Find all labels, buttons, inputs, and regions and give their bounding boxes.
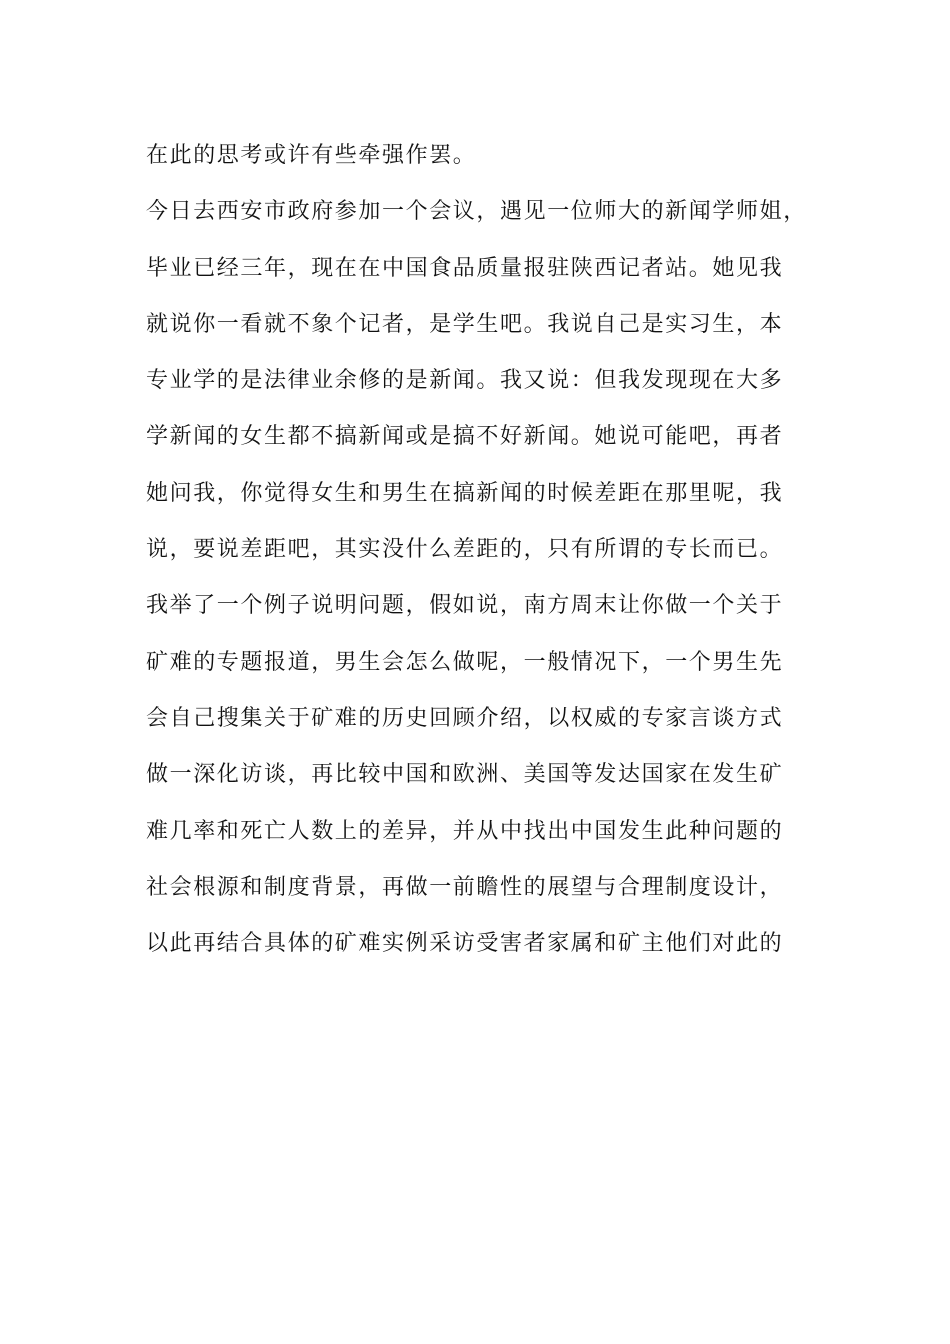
text-line-13: 难几率和死亡人数上的差异，并从中找出中国发生此种问题的 bbox=[146, 818, 784, 844]
text-line-7: 她问我，你觉得女生和男生在搞新闻的时候差距在那里呢，我 bbox=[146, 480, 784, 506]
text-line-15: 以此再结合具体的矿难实例采访受害者家属和矿主他们对此的 bbox=[146, 931, 784, 957]
text-line-9: 我举了一个例子说明问题，假如说，南方周末让你做一个关于 bbox=[146, 593, 784, 619]
text-line-4: 就说你一看就不象个记者，是学生吧。我说自己是实习生，本 bbox=[146, 311, 784, 337]
text-line-5: 专业学的是法律业余修的是新闻。我又说：但我发现现在大多 bbox=[146, 368, 784, 394]
text-line-3: 毕业已经三年，现在在中国食品质量报驻陕西记者站。她见我 bbox=[146, 255, 784, 281]
text-line-11: 会自己搜集关于矿难的历史回顾介绍，以权威的专家言谈方式 bbox=[146, 705, 784, 731]
text-line-10: 矿难的专题报道，男生会怎么做呢，一般情况下，一个男生先 bbox=[146, 649, 784, 675]
text-line-14: 社会根源和制度背景，再做一前瞻性的展望与合理制度设计， bbox=[146, 874, 784, 900]
text-line-2: 今日去西安市政府参加一个会议，遇见一位师大的新闻学师姐， bbox=[146, 199, 807, 225]
body-text bbox=[146, 128, 836, 972]
text-line-1: 在此的思考或许有些牵强作罢。 bbox=[146, 143, 477, 168]
text-line-12: 做一深化访谈，再比较中国和欧洲、美国等发达国家在发生矿 bbox=[146, 762, 784, 788]
text-line-6: 学新闻的女生都不搞新闻或是搞不好新闻。她说可能吧，再者 bbox=[146, 424, 784, 450]
text-line-8: 说，要说差距吧，其实没什么差距的，只有所谓的专长而已。 bbox=[146, 537, 784, 563]
